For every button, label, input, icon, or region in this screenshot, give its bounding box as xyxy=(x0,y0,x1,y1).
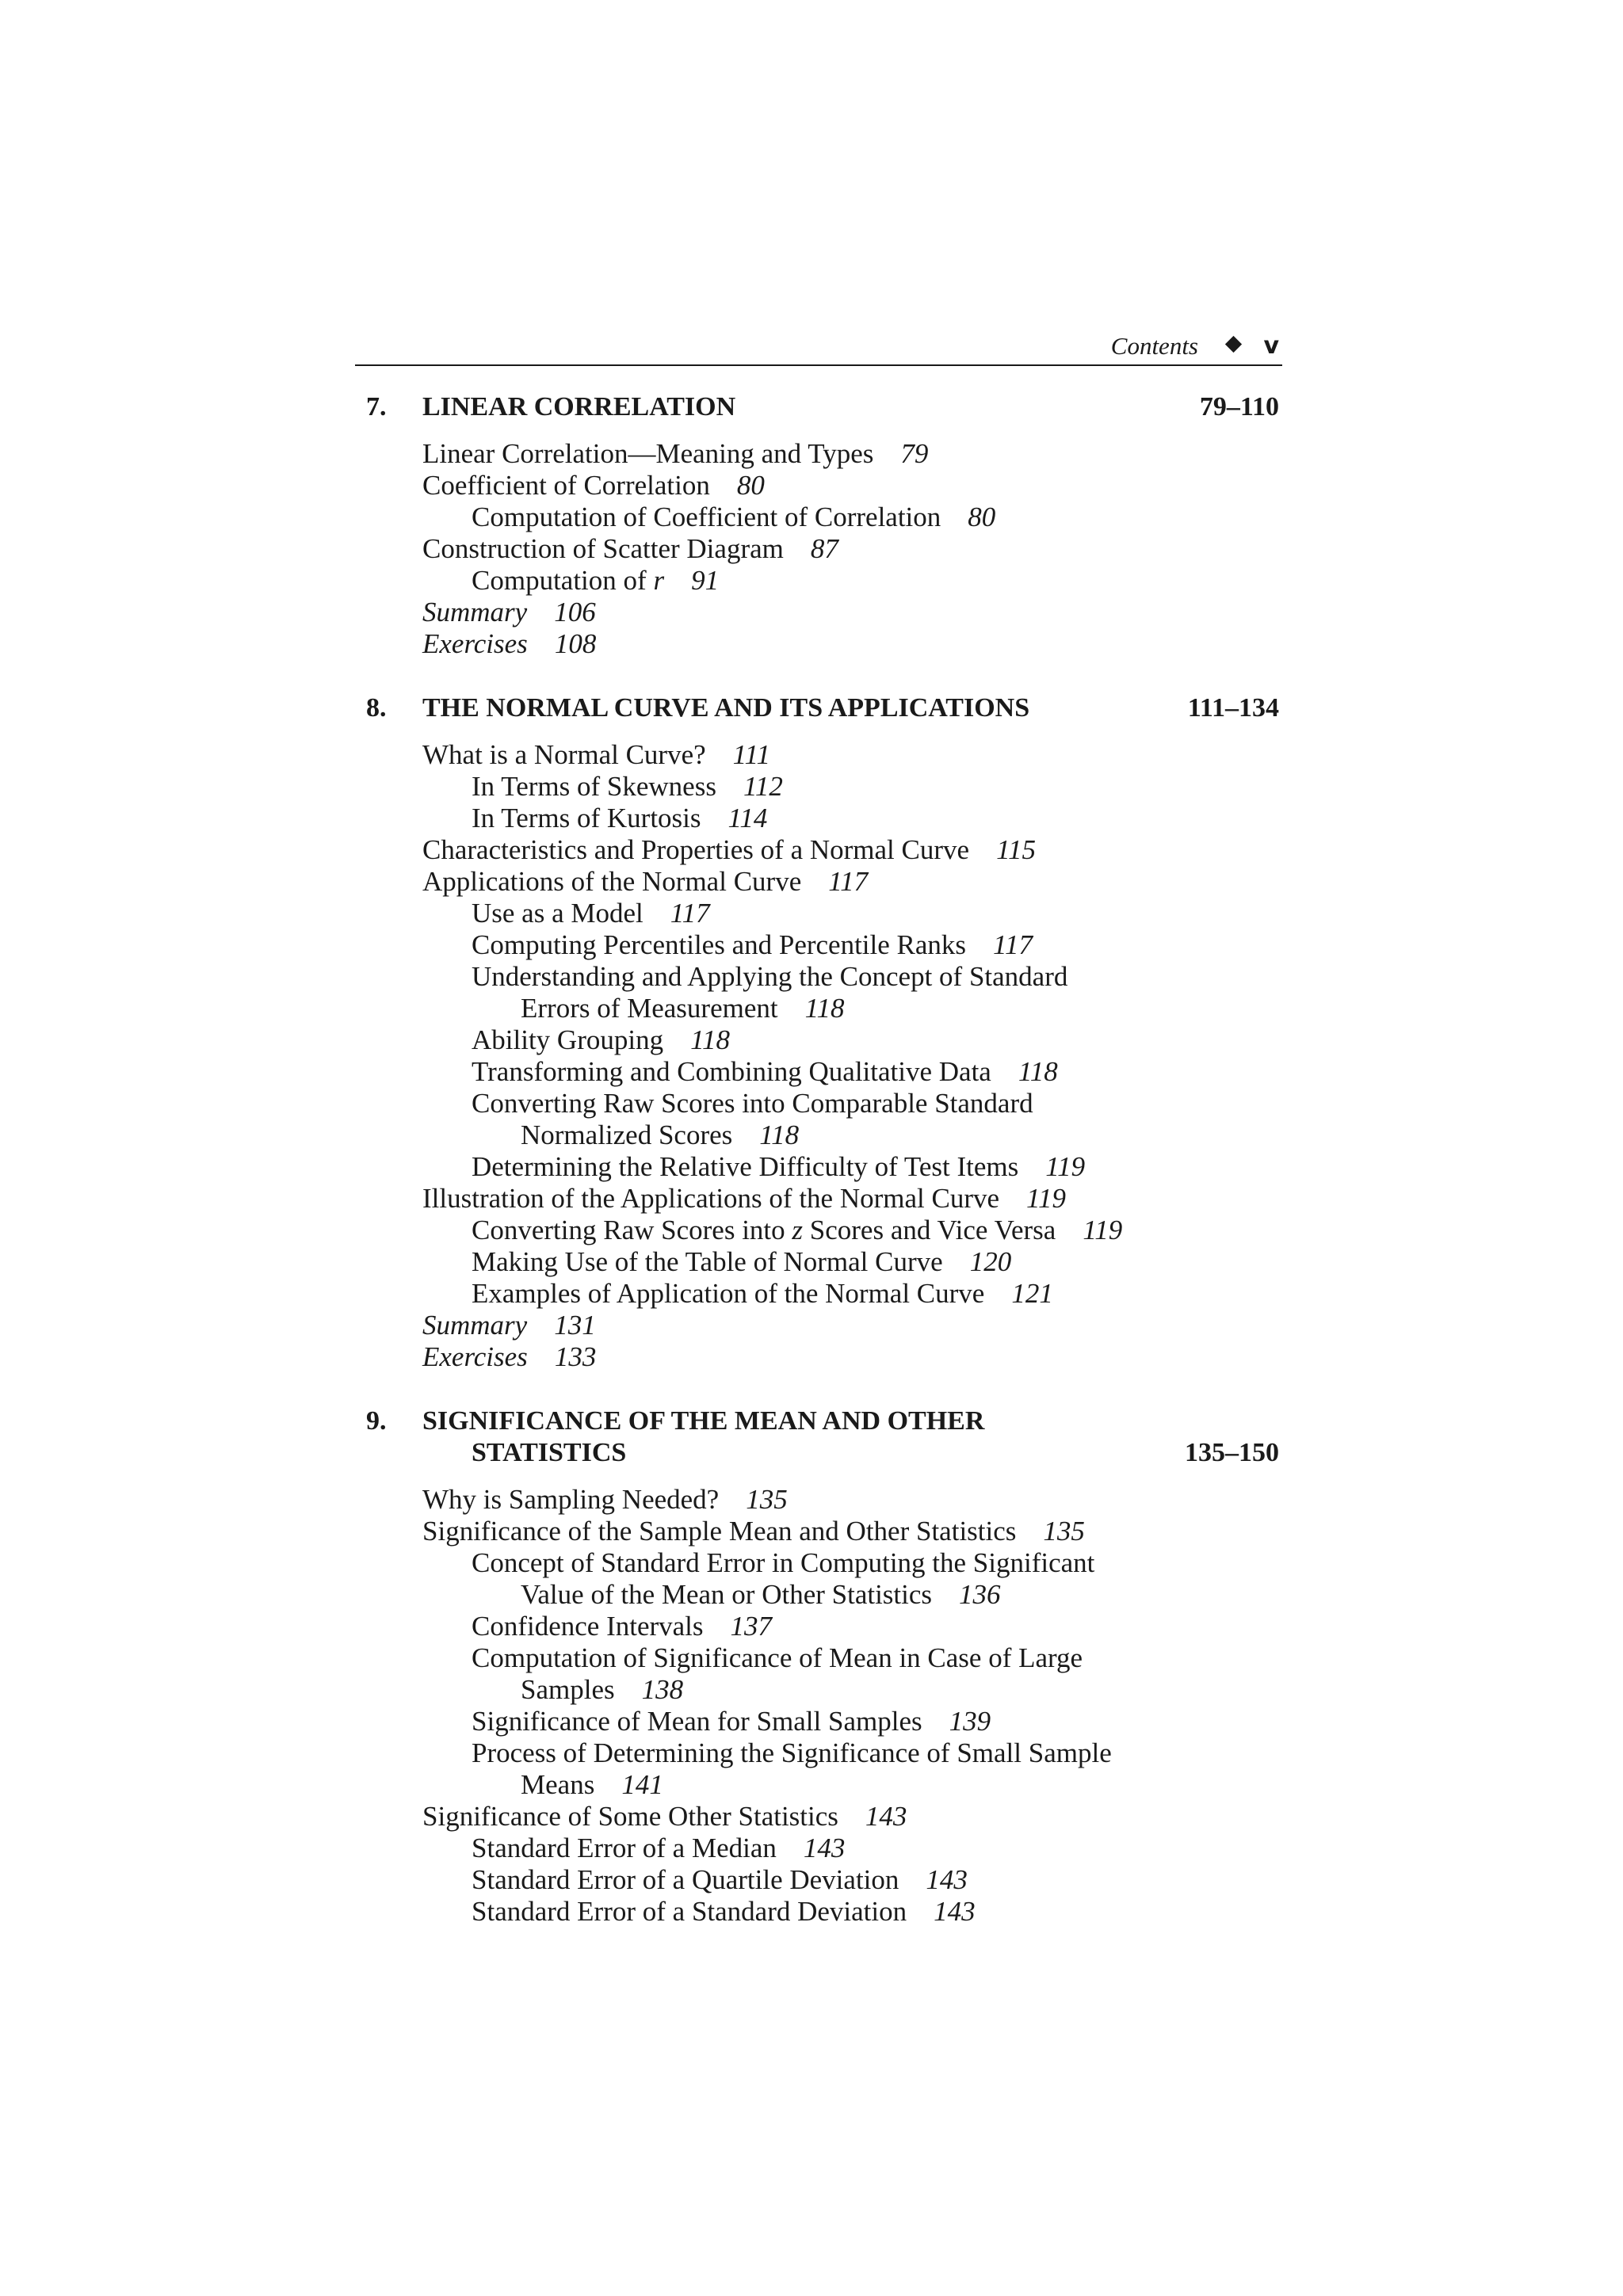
toc-entry xyxy=(355,1737,1282,1769)
entry-text: Why is Sampling Needed? xyxy=(422,1484,720,1515)
toc-entry-summary xyxy=(355,1310,1282,1341)
toc-entry xyxy=(355,1579,1282,1611)
entry-text: Examples of Application of the Normal Curve xyxy=(472,1278,985,1309)
entry-page-number: 106 xyxy=(554,597,596,627)
entry-text: Standard Error of a Standard Deviation xyxy=(472,1896,907,1927)
entry-text: Determining the Relative Difficulty of Test Items xyxy=(472,1151,1019,1182)
chapter-entries xyxy=(355,438,1282,660)
entry-text: Significance of Some Other Statistics xyxy=(422,1801,838,1832)
entry-page-number: 119 xyxy=(1045,1151,1086,1182)
toc-entry xyxy=(355,438,1282,470)
entry-page-number: 135 xyxy=(746,1484,788,1515)
toc-entry xyxy=(355,1642,1282,1674)
entry-page-number: 133 xyxy=(554,1341,597,1372)
entry-variable: r xyxy=(653,565,665,596)
toc-entry xyxy=(355,1215,1282,1246)
chapter-title-text: SIGNIFICANCE OF THE MEAN AND OTHER xyxy=(422,1406,985,1436)
entry-page-number: 108 xyxy=(554,628,597,659)
entry-text: Coefficient of Correlation xyxy=(422,470,710,501)
entry-text: Ability Grouping xyxy=(472,1024,664,1055)
entry-text: What is a Normal Curve? xyxy=(422,739,706,770)
chapter-number: 7. xyxy=(366,392,387,421)
entry-page-number: 79 xyxy=(900,438,929,469)
entry-page-number: 143 xyxy=(865,1801,907,1832)
entry-page-number: 143 xyxy=(926,1864,968,1895)
entry-text: Significance of the Sample Mean and Other Statistics xyxy=(422,1516,1017,1547)
toc-entry xyxy=(355,898,1282,929)
entry-page-number: 143 xyxy=(803,1833,846,1863)
entry-page-number: 137 xyxy=(730,1611,773,1642)
toc-entry xyxy=(355,502,1282,533)
toc-entry xyxy=(355,929,1282,961)
entry-page-number: 114 xyxy=(727,803,768,833)
chapter-number: 8. xyxy=(366,693,387,723)
chapter-title xyxy=(422,692,1108,724)
entry-text: In Terms of Kurtosis xyxy=(472,803,701,833)
toc-entry xyxy=(355,1801,1282,1833)
chapter-9 xyxy=(355,1405,1282,1928)
toc-entry xyxy=(355,834,1282,866)
toc-entry xyxy=(355,1056,1282,1088)
entry-text: Significance of Mean for Small Samples xyxy=(472,1706,922,1737)
entry-page-number: 87 xyxy=(810,533,838,564)
chapter-number: 9. xyxy=(366,1406,387,1436)
entry-page-number: 139 xyxy=(949,1706,991,1737)
chapter-title xyxy=(422,1405,1108,1469)
entry-text: Standard Error of a Median xyxy=(472,1833,777,1863)
entry-text: Converting Raw Scores into xyxy=(472,1215,792,1245)
chapter-heading xyxy=(355,692,1282,724)
chapter-title-continuation: STATISTICS xyxy=(472,1438,627,1467)
toc-entry xyxy=(355,771,1282,803)
chapter-page-range: 79–110 xyxy=(1199,392,1279,421)
entry-page-number: 119 xyxy=(1026,1183,1066,1214)
toc-entry xyxy=(355,470,1282,502)
entry-page-number: 117 xyxy=(828,866,869,897)
entry-page-number: 117 xyxy=(993,929,1033,960)
entry-text: Linear Correlation—Meaning and Types xyxy=(422,438,874,469)
entry-text: Making Use of the Table of Normal Curve xyxy=(472,1246,943,1277)
chapter-title-text: THE NORMAL CURVE AND ITS APPLICATIONS xyxy=(422,693,1030,723)
toc-entry xyxy=(355,961,1282,993)
entry-text: Computation of xyxy=(472,565,654,596)
chapter-title xyxy=(422,391,1108,423)
entry-text: Means xyxy=(521,1769,595,1800)
entry-text: Normalized Scores xyxy=(521,1119,733,1150)
chapter-title-text: LINEAR CORRELATION xyxy=(422,392,736,421)
chapter-8 xyxy=(355,692,1282,1373)
entry-text: Summary xyxy=(422,1310,528,1341)
chapter-entries xyxy=(355,739,1282,1373)
toc-entry xyxy=(355,565,1282,597)
entry-page-number: 91 xyxy=(691,565,720,596)
entry-page-number: 111 xyxy=(732,739,770,770)
entry-text: In Terms of Skewness xyxy=(472,771,716,802)
entry-page-number: 118 xyxy=(759,1119,800,1150)
toc-entry xyxy=(355,993,1282,1024)
entry-text: Samples xyxy=(521,1674,615,1705)
toc-entry xyxy=(355,1278,1282,1310)
toc-entry xyxy=(355,1484,1282,1516)
entry-text: Exercises xyxy=(422,628,528,659)
entry-page-number: 143 xyxy=(934,1896,976,1927)
toc-entry-exercises xyxy=(355,628,1282,660)
entry-text: Exercises xyxy=(422,1341,528,1372)
entry-text: Summary xyxy=(422,597,528,627)
toc-entry xyxy=(355,1088,1282,1119)
chapter-heading xyxy=(355,1405,1282,1469)
entry-text: Confidence Intervals xyxy=(472,1611,704,1642)
toc-entry xyxy=(355,1674,1282,1706)
entry-page-number: 115 xyxy=(996,834,1036,865)
chapter-page-range: 135–150 xyxy=(1185,1438,1279,1467)
chapter-page-range: 111–134 xyxy=(1187,693,1279,723)
entry-text: Computation of Coefficient of Correlation xyxy=(472,502,941,532)
toc-entry xyxy=(355,803,1282,834)
entry-page-number: 117 xyxy=(670,898,710,929)
entry-text: Errors of Measurement xyxy=(521,993,778,1024)
toc-entry xyxy=(355,739,1282,771)
entry-page-number: 121 xyxy=(1011,1278,1053,1309)
entry-text: Standard Error of a Quartile Deviation xyxy=(472,1864,899,1895)
entry-page-number: 138 xyxy=(641,1674,684,1705)
toc-entry xyxy=(355,1769,1282,1801)
entry-page-number: 80 xyxy=(968,502,996,532)
entry-text: Computing Percentiles and Percentile Ranks xyxy=(472,929,967,960)
entry-variable: z xyxy=(792,1215,804,1245)
toc-entry xyxy=(355,1706,1282,1737)
toc-entry xyxy=(355,1183,1282,1215)
toc-entry xyxy=(355,1024,1282,1056)
toc-entry-exercises xyxy=(355,1341,1282,1373)
entry-text: Characteristics and Properties of a Normal Curve xyxy=(422,834,970,865)
toc-entry xyxy=(355,1611,1282,1642)
entry-text: Construction of Scatter Diagram xyxy=(422,533,784,564)
toc-entry xyxy=(355,1151,1282,1183)
entry-text: Understanding and Applying the Concept of Standard xyxy=(472,961,1068,992)
entry-page-number: 141 xyxy=(621,1769,663,1800)
toc-entry-summary xyxy=(355,597,1282,628)
entry-text: Concept of Standard Error in Computing the Significant xyxy=(472,1547,1095,1578)
entry-page-number: 112 xyxy=(743,771,783,802)
entry-text: Value of the Mean or Other Statistics xyxy=(521,1579,933,1610)
chapter-entries xyxy=(355,1484,1282,1928)
toc-entry xyxy=(355,1119,1282,1151)
entry-page-number: 135 xyxy=(1043,1516,1085,1547)
running-header xyxy=(355,328,1282,366)
entry-page-number: 118 xyxy=(804,993,845,1024)
entry-page-number: 119 xyxy=(1083,1215,1123,1245)
entry-text: Applications of the Normal Curve xyxy=(422,866,802,897)
entry-page-number: 120 xyxy=(969,1246,1012,1277)
entry-page-number: 131 xyxy=(554,1310,596,1341)
entry-page-number: 80 xyxy=(736,470,765,501)
entry-text: Use as a Model xyxy=(472,898,643,929)
entry-text: Process of Determining the Significance of Small Sample xyxy=(472,1737,1112,1768)
entry-text-continued: Scores and Vice Versa xyxy=(803,1215,1056,1245)
toc-entry xyxy=(355,1246,1282,1278)
diamond-ornament-icon xyxy=(1225,336,1242,353)
toc-entry xyxy=(355,866,1282,898)
page-number: v xyxy=(1263,332,1279,360)
chapter-heading xyxy=(355,391,1282,423)
chapter-7 xyxy=(355,391,1282,660)
entry-text: Converting Raw Scores into Comparable Standard xyxy=(472,1088,1033,1119)
entry-page-number: 118 xyxy=(1018,1056,1058,1087)
toc-entry xyxy=(355,1516,1282,1547)
toc-entry xyxy=(355,1547,1282,1579)
entry-text: Computation of Significance of Mean in Case of Large xyxy=(472,1642,1083,1673)
entry-text: Illustration of the Applications of the Normal Curve xyxy=(422,1183,1000,1214)
toc-entry xyxy=(355,1833,1282,1864)
entry-page-number: 118 xyxy=(690,1024,730,1055)
entry-text: Transforming and Combining Qualitative Data xyxy=(472,1056,991,1087)
running-header-title: Contents xyxy=(1110,332,1198,360)
toc-entry xyxy=(355,1896,1282,1928)
entry-page-number: 136 xyxy=(959,1579,1001,1610)
toc-entry xyxy=(355,1864,1282,1896)
toc-entry xyxy=(355,533,1282,565)
